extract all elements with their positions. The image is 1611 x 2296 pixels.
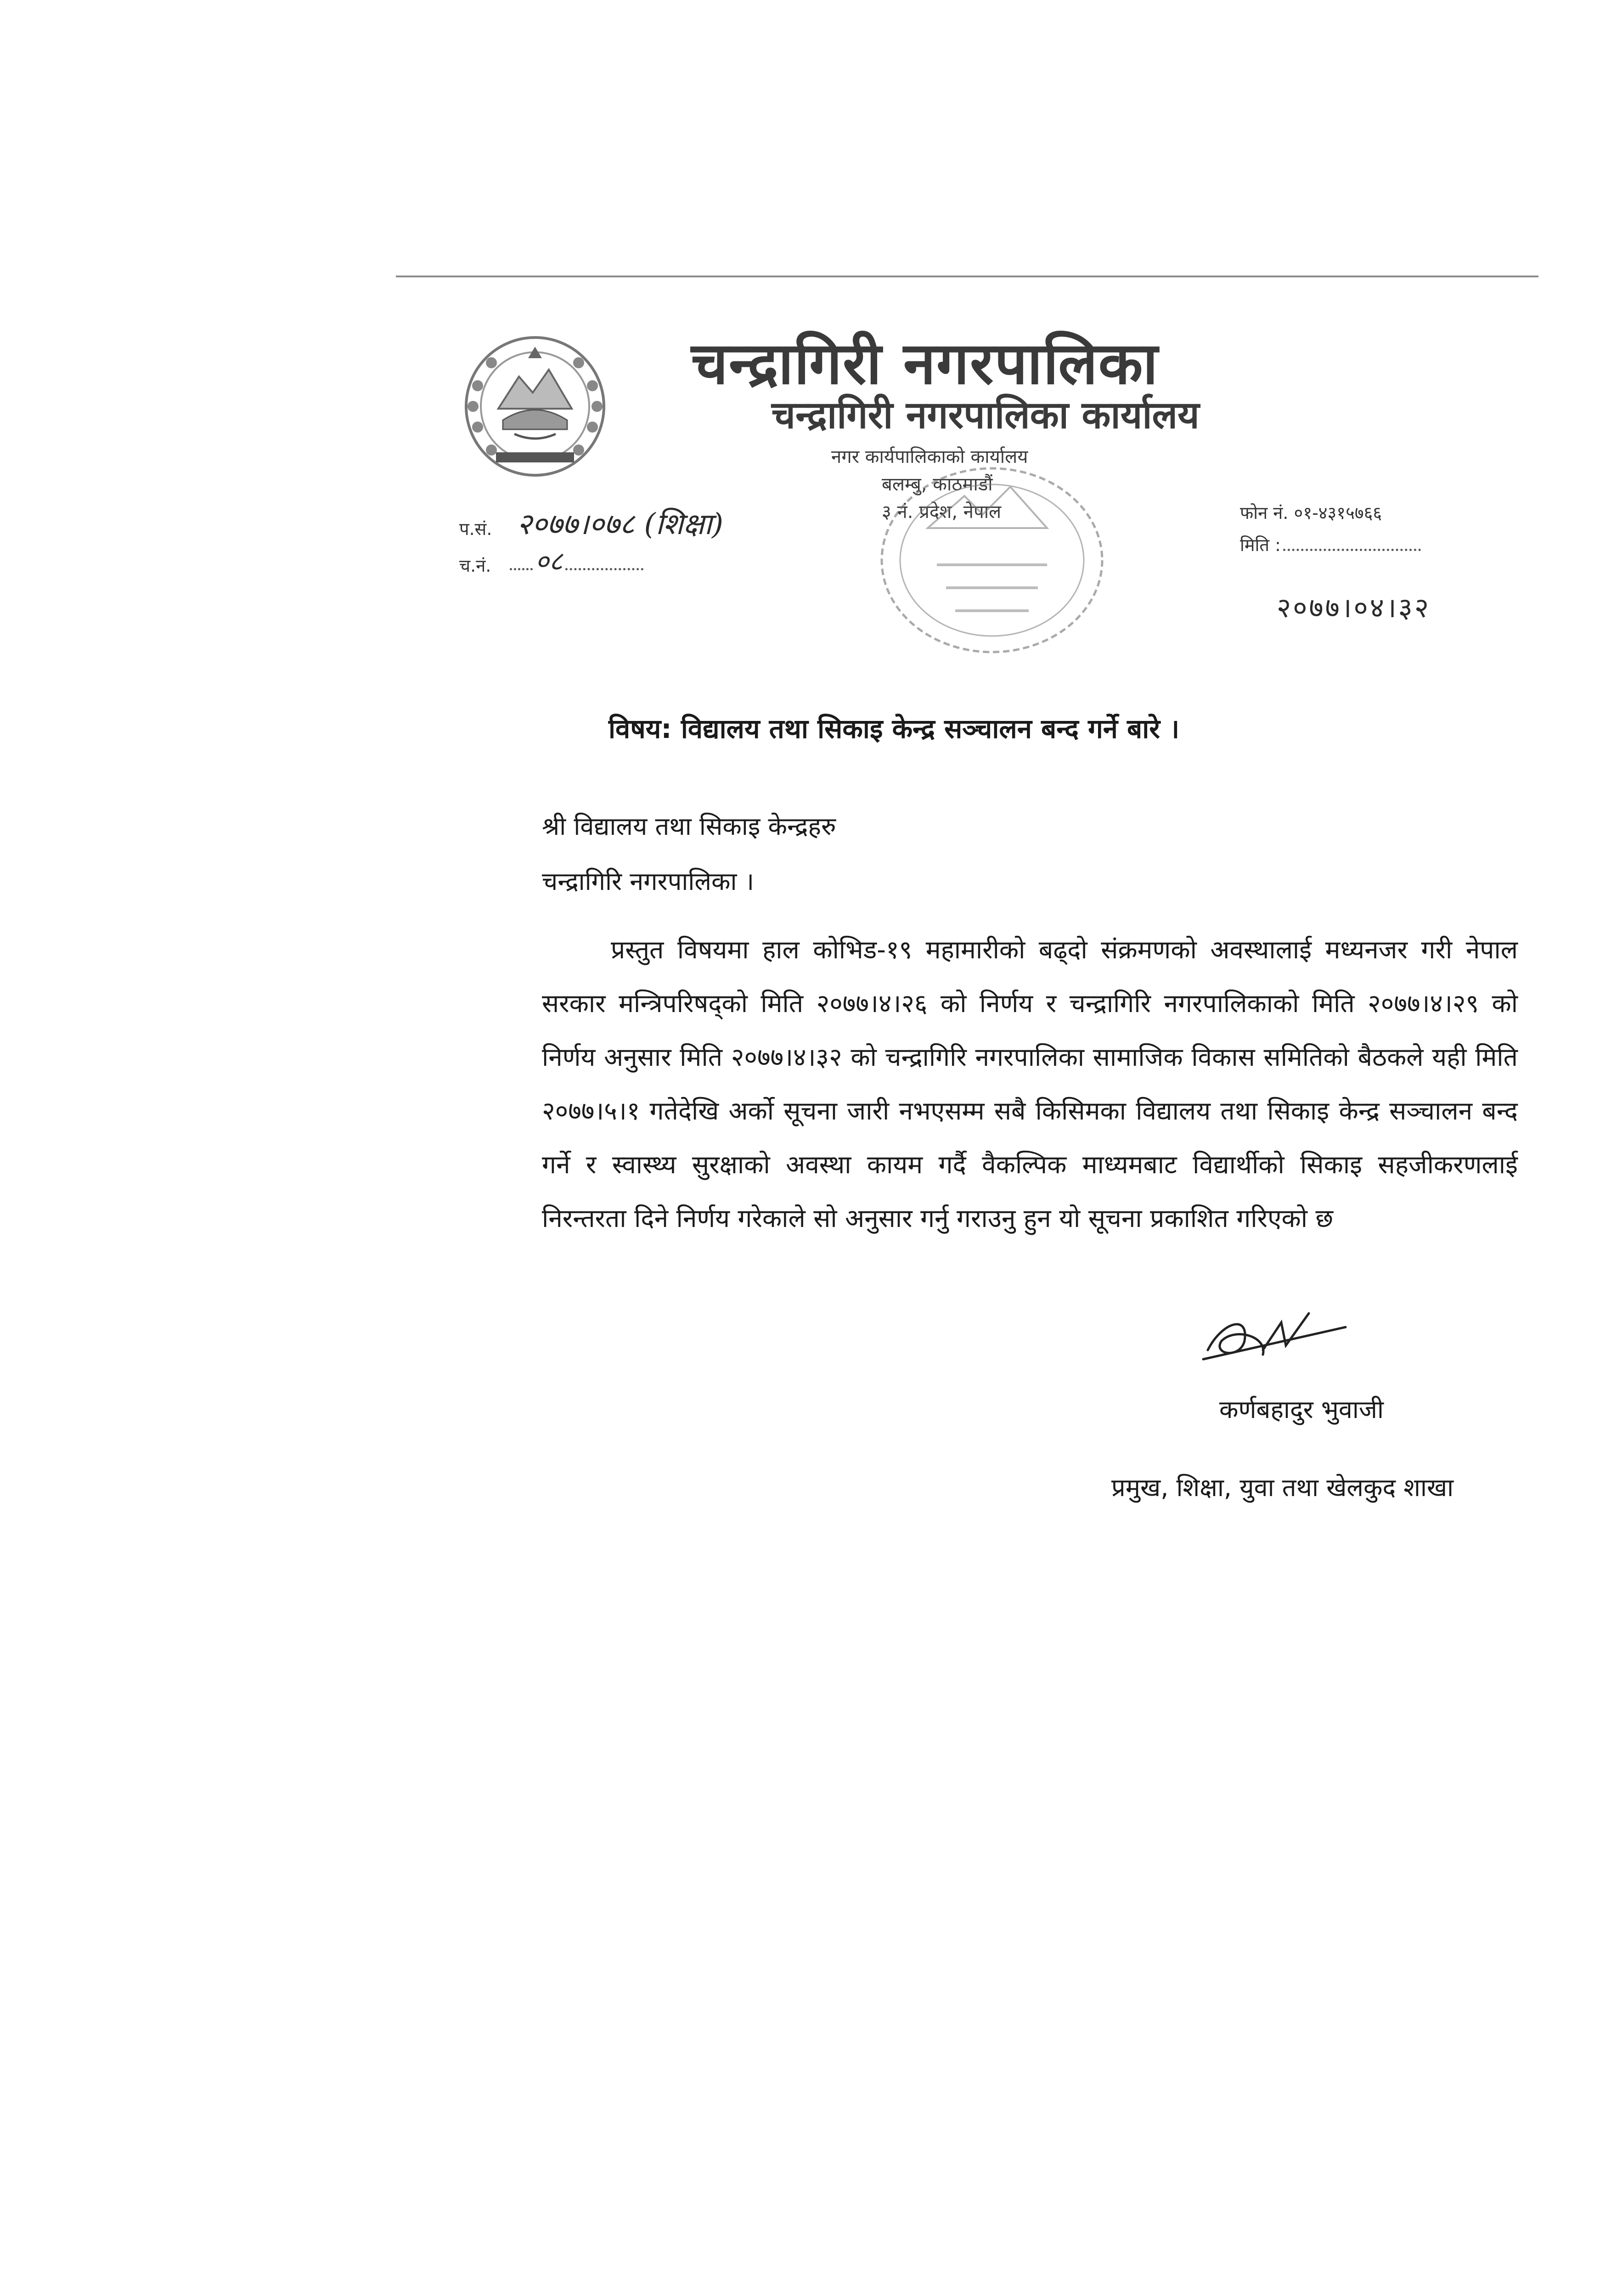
nepal-emblem-icon bbox=[459, 331, 611, 482]
subject-line: विषय: विद्यालय तथा सिकाइ केन्द्र सञ्चालन बन्द गर्ने बारे । bbox=[608, 713, 1180, 744]
signatory-name: कर्णबहादुर भुवाजी bbox=[1219, 1395, 1384, 1424]
signature bbox=[1194, 1295, 1369, 1373]
address-line-1: बलम्बु, काठमाडौं bbox=[882, 474, 993, 495]
cn-dots-after bbox=[565, 568, 643, 570]
date-field bbox=[1240, 533, 1421, 557]
letter-date: २०७७।०४।३२ bbox=[1277, 592, 1431, 624]
address-line-2: ३ नं. प्रदेश, नेपाल bbox=[882, 501, 1002, 523]
notice-body: प्रस्तुत विषयमा हाल कोभिड-१९ महामारीको बढ्दो संक्रमणको अवस्थालाई मध्यनजर गरी नेपाल सरकार मन्त्रिपरिषद्को मिति २०७७।४।२६ को निर्णय र चन्द्रागिरि नगरपालिकाको मिति २०७७।४।२९ को निर्णय अनुसार मिति २०७७।४।३२ को चन्द्रागिरि नगरपालिका सामाजिक विकास समितिको बैठकले यही मिति २०७७।५।१ गतेदेखि अर्को सूचना जारी नभएसम्म सबै किसिमका विद्यालय तथा सिकाइ केन्द्र सञ्चालन बन्द गर्ने र स्वास्थ्य सुरक्षाको अवस्था कायम गर्दै वैकल्पिक माध्यमबाट विद्यार्थीको सिकाइ सहजीकरणलाई निरन्तरता दिने निर्णय गरेकाले सो अनुसार गर्नु गराउनु हुन यो सूचना प्रकाशित गरिएको छ bbox=[542, 935, 1518, 1233]
date-dots bbox=[1283, 549, 1421, 551]
phone-label: फोन नं. ०१-४३१५७६६ bbox=[1240, 503, 1382, 523]
date-label: मिति : bbox=[1240, 535, 1281, 555]
office-name: नगर कार्यपालिकाको कार्यालय bbox=[831, 446, 1028, 467]
office-stamp bbox=[873, 459, 1111, 661]
cn-value: ०८ bbox=[535, 546, 563, 577]
top-rule bbox=[396, 276, 1538, 277]
cn-label: च.नं. bbox=[459, 556, 491, 576]
municipality-subtitle: चन्द्रागिरी नगरपालिका कार्यालय bbox=[772, 394, 1200, 437]
ps-value: २०७७।०७८ (शिक्षा) bbox=[517, 507, 724, 541]
cn-dots-before bbox=[510, 568, 533, 570]
municipality-title: चन्द्रागिरी नगरपालिका bbox=[691, 330, 1159, 397]
addressee-line-2: चन्द्रागिरि नगरपालिका । bbox=[542, 867, 755, 896]
signatory-title: प्रमुख, शिक्षा, युवा तथा खेलकुद शाखा bbox=[1111, 1473, 1454, 1502]
ps-label: प.सं. bbox=[459, 519, 492, 539]
addressee-line-1: श्री विद्यालय तथा सिकाइ केन्द्रहरु bbox=[542, 812, 836, 841]
cn-field bbox=[510, 542, 643, 578]
